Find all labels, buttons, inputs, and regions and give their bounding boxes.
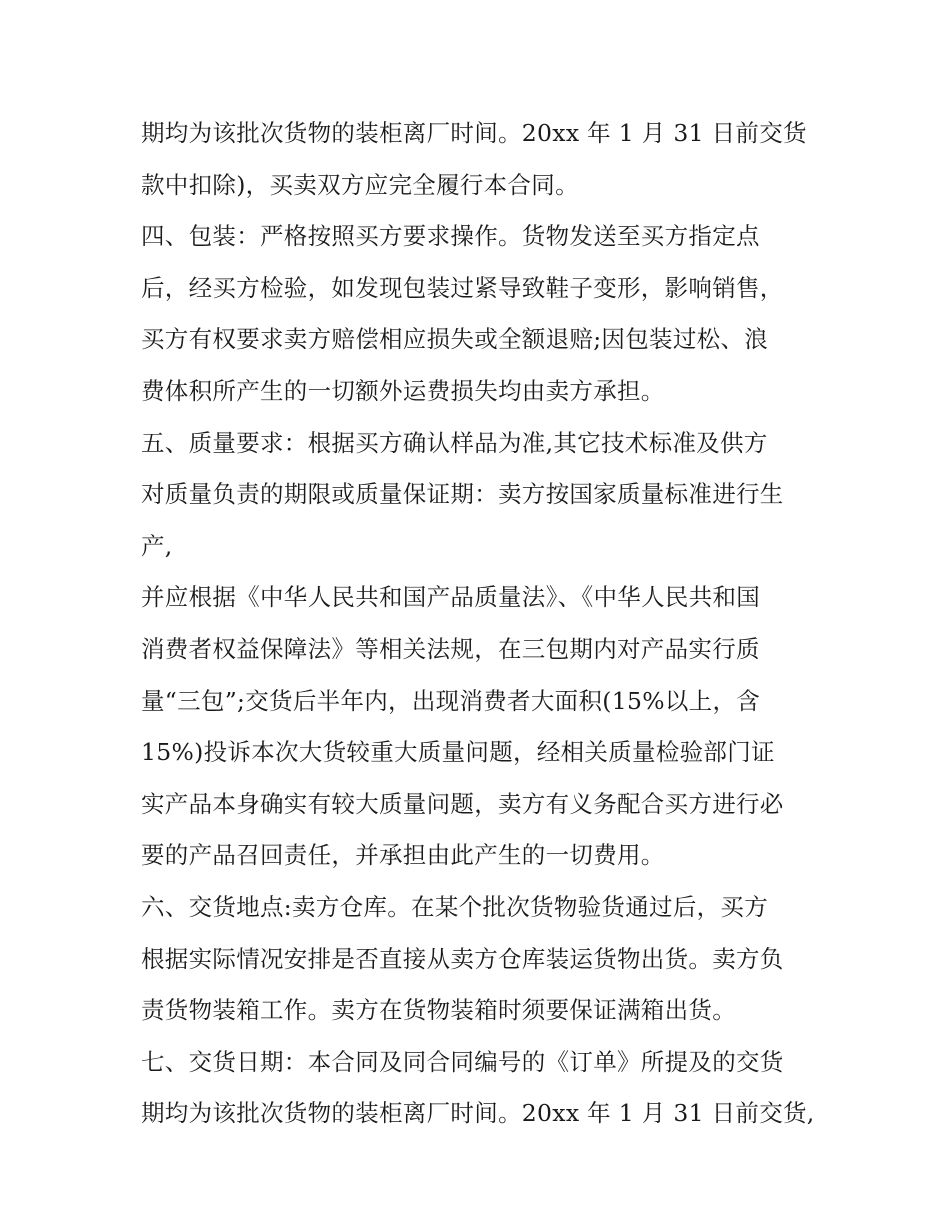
text-line: 根据实际情况安排是否直接从卖方仓库装运货物出货。卖方负: [141, 944, 784, 973]
text-line: 产,: [141, 531, 173, 560]
text-line: 对质量负责的期限或质量保证期：卖方按国家质量标准进行生: [141, 480, 784, 509]
text-line: 并应根据《中华人民共和国产品质量法》、《中华人民共和国: [141, 583, 761, 612]
text-line: 要的产品召回责任，并承担由此产生的一切费用。: [141, 841, 665, 870]
text-line: 期均为该批次货物的装柜离厂时间。20xx 年 1 月 31 日前交货: [141, 119, 807, 147]
text-line: 五、质量要求：根据买方确认样品为准,其它技术标准及供方: [141, 428, 768, 457]
contract-text-body: [141, 108, 821, 1140]
text-line: 四、包装：严格按照买方要求操作。货物发送至买方指定点: [141, 222, 760, 251]
text-line: 15%)投诉本次大货较重大质量问题，经相关质量检验部门证: [141, 738, 775, 767]
text-line: 责货物装箱工作。卖方在货物装箱时须要保证满箱出货。: [141, 996, 736, 1025]
text-line: 六、交货地点:卖方仓库。在某个批次货物验货通过后，买方: [141, 892, 769, 921]
text-line: 款中扣除)，买卖双方应完全履行本合同。: [141, 170, 579, 199]
text-line: 后，经买方检验，如发现包装过紧导致鞋子变形，影响销售，: [141, 273, 784, 302]
text-line: 期均为该批次货物的装柜离厂时间。20xx 年 1 月 31 日前交货,: [141, 1099, 815, 1128]
text-line: 消费者权益保障法》等相关法规，在三包期内对产品实行质: [141, 634, 760, 663]
text-line: 费体积所产生的一切额外运费损失均由卖方承担。: [141, 376, 665, 405]
text-line: 买方有权要求卖方赔偿相应损失或全额退赔;因包装过松、浪: [141, 325, 769, 354]
text-line: 量“三包”;交货后半年内，出现消费者大面积(15%以上，含: [141, 686, 761, 715]
text-line: 七、交货日期：本合同及同合同编号的《订单》所提及的交货: [141, 1047, 784, 1076]
text-line: 实产品本身确实有较大质量问题，卖方有义务配合买方进行必: [141, 789, 784, 818]
